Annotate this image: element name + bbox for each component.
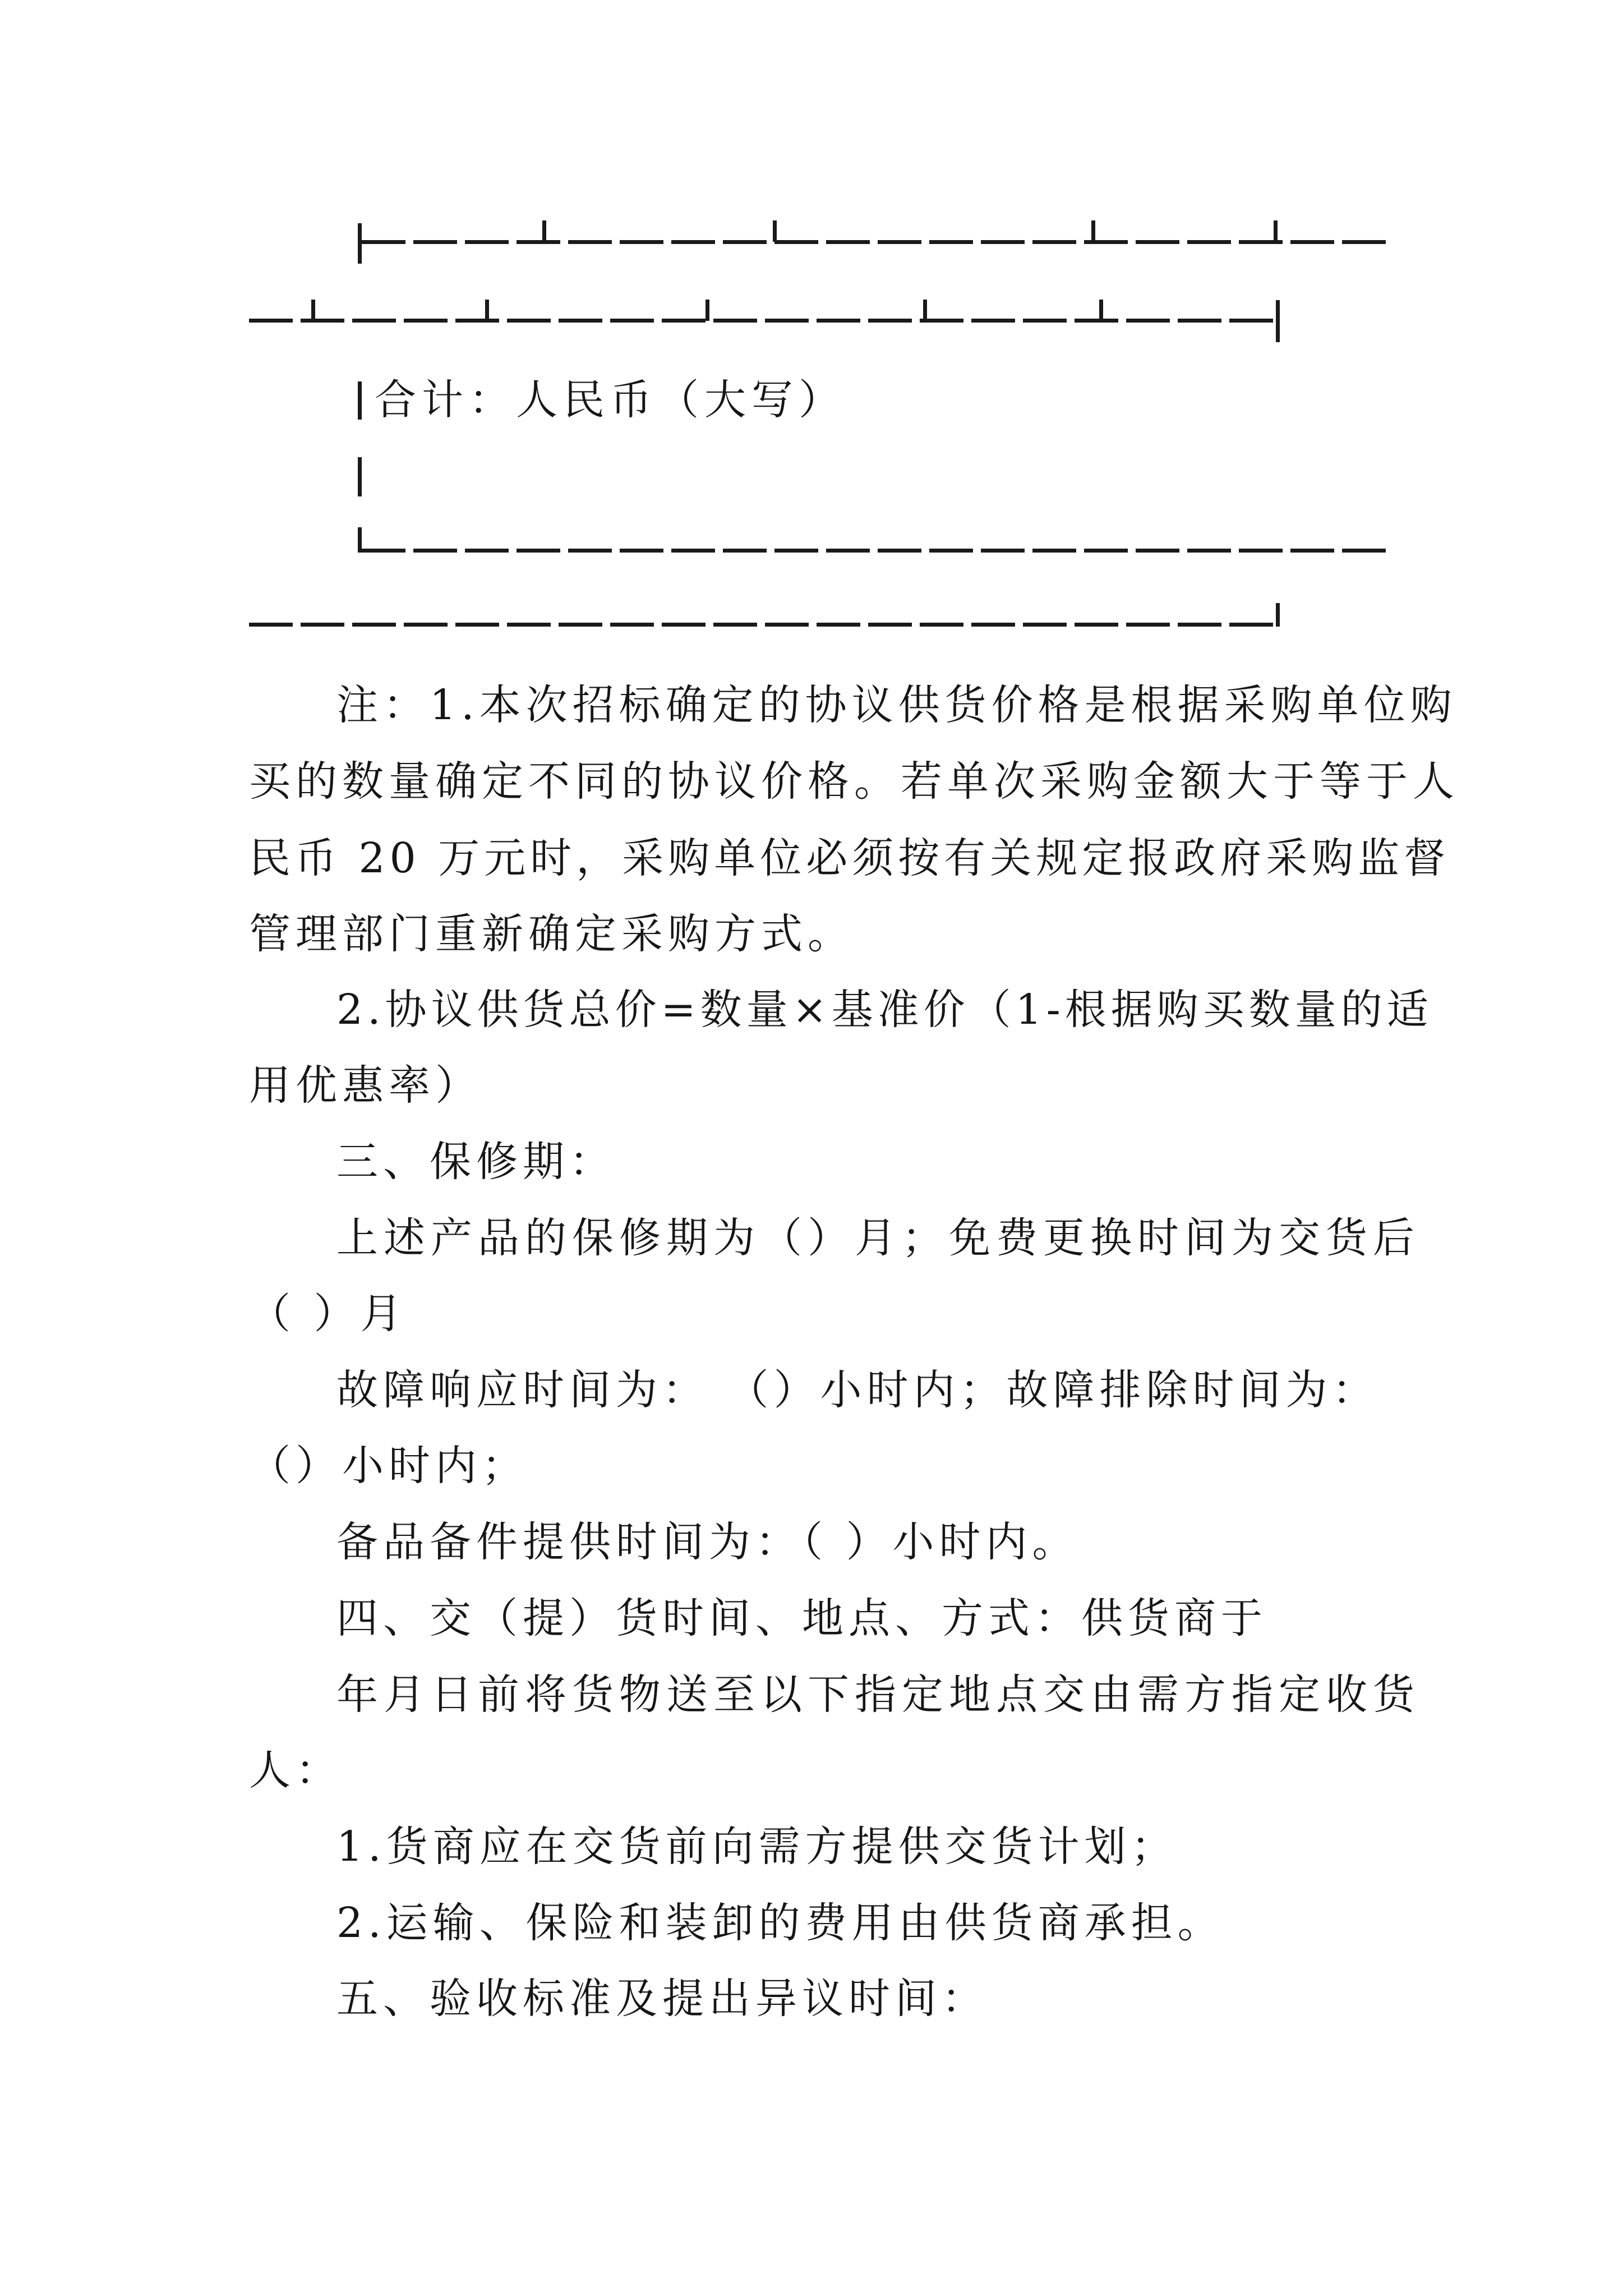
delivery-line-2: 人： bbox=[249, 1746, 342, 1795]
table-column-tick bbox=[773, 220, 777, 242]
table-column-tick bbox=[542, 220, 546, 242]
table-column-tick bbox=[1099, 300, 1103, 321]
table-left-border-empty bbox=[358, 457, 362, 496]
table-column-tick bbox=[1274, 220, 1278, 242]
note-line-2: 买的数量确定不同的协议价格。若单次采购金额大于等于人 bbox=[249, 757, 1459, 806]
table-column-tick bbox=[1091, 220, 1095, 242]
section-5-heading: 五、验收标准及提出异议时间： bbox=[336, 1975, 988, 2023]
note-line-1 bbox=[336, 680, 1457, 730]
table-left-border-total bbox=[358, 381, 362, 420]
delivery-item-2: 2.运输、保险和装卸的费用由供货商承担。 bbox=[336, 1899, 1224, 1947]
table-column-tick bbox=[706, 300, 709, 321]
delivery-item-1: 1.货商应在交货前向需方提供交货计划； bbox=[336, 1823, 1178, 1871]
table-column-tick bbox=[923, 300, 927, 321]
table-column-tick bbox=[485, 300, 489, 321]
response-line-2: （）小时内； bbox=[249, 1442, 528, 1490]
note-line-1-text: 注：1.本次招标确定的协议供货价格是根据采购单位购 bbox=[336, 681, 1457, 729]
table-bottom-rule-row2 bbox=[249, 623, 1280, 627]
table-bottom-rule-row1 bbox=[362, 549, 1391, 553]
table-right-border-top bbox=[1276, 300, 1280, 342]
note2-line-1: 2.协议供货总价=数量×基准价（1-根据购买数量的适 bbox=[336, 986, 1433, 1034]
note-line-3: 民币 20 万元时，采购单位必须按有关规定报政府采购监督 bbox=[249, 834, 1450, 882]
table-right-border-bottom bbox=[1276, 603, 1280, 627]
note2-line-2: 用优惠率） bbox=[249, 1061, 482, 1110]
spare-parts-line: 备品备件提供时间为：（ ）小时内。 bbox=[336, 1518, 1079, 1566]
table-rule-row1 bbox=[362, 240, 1391, 244]
table-rule-row2 bbox=[249, 319, 1280, 323]
table-left-border-top bbox=[358, 223, 362, 264]
warranty-line-2: （ ）月 bbox=[249, 1290, 407, 1338]
delivery-line-1: 年月日前将货物送至以下指定地点交由需方指定收货 bbox=[336, 1671, 1420, 1719]
note-line-4: 管理部门重新确定采购方式。 bbox=[249, 910, 854, 958]
total-amount-label: 合计：人民币（大写） bbox=[375, 376, 846, 424]
warranty-line-1: 上述产品的保修期为（）月；免费更换时间为交货后 bbox=[336, 1214, 1420, 1262]
response-line-1: 故障响应时间为： （）小时内；故障排除时间为： bbox=[336, 1366, 1379, 1414]
table-left-border-bottom bbox=[358, 527, 362, 553]
section-3-heading: 三、保修期： bbox=[336, 1138, 616, 1186]
section-4-heading: 四、交（提）货时间、地点、方式：供货商于 bbox=[336, 1594, 1267, 1642]
table-column-tick bbox=[311, 300, 315, 321]
